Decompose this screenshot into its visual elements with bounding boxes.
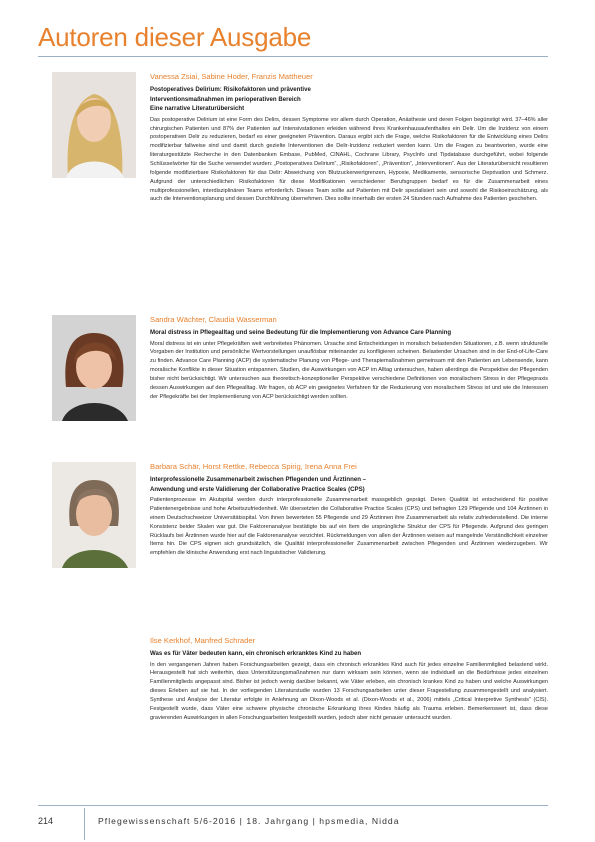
- article-title: [150, 475, 548, 494]
- article-title-line: Moral distress in Pflegealltag und seine Bedeutung für die Implementierung von Advance Care Planning: [150, 329, 452, 336]
- author-photo-1: [52, 72, 136, 178]
- article-title-line: Postoperatives Delirium: Risikofaktoren und präventive: [150, 86, 311, 93]
- article-authors: Sandra Wächter, Claudia Wasserman: [150, 315, 277, 324]
- article-entry-3: [150, 462, 548, 558]
- article-title-line: Interventionsmaßnahmen im perioperativen Bereich: [150, 95, 301, 103]
- article-abstract: Das postoperative Delirium ist eine Form des Delirs, dessen Symptome vor allem durch Operation, Anästhesie und deren Folgen begünstigt wird. 37–46% aller chirurgischen Patienten und 87% der Patienten auf Intensivstationen erleiden während ihres Krankenhausaufenthaltes ein Delir. Um die Inzidenz von einem postoperativen Delir zu reduzieren, bedarf es einer geeigneten Prävention. Daraus ergibt sich die Frage, welche Risikofaktoren für die Entwicklung eines Delirs modifizierbar fallweise sind und damit durch gezielte Interventionen die Delir-Inzidenz reduziert werden kann. Um die Fragen zu beantworten, wurde eine literaturgestützte Recherche in den Datenbanken Embase, PubMed, CINAHL, Cochrane Library, PsycInfo und Tipdatabase durchgeführt, wobei folgende Schlüsselwörter für die Suche verwendet wurden: „Postoperatives Delirium“, „Risikofaktoren“, „Prävention“, „Interventionen“. Aus der Literaturübersicht resultieren folgende modifizierbare Risikofaktoren für das Delir: Abweichung von Blutzuckerwertgrenzen, Hypoxie, Medikamente, sensorische Deprivation und Schmerz. Aufgrund der unterschiedlichen Risikofaktoren für diese Modifikationen verschiedener Berufsgruppen bedarf es für die Zusammenarbeit eines multiprofessionellen, interdisziplinären Teams erforderlich. Dieses Team sollte auf Patienten mit Delir spezialisiert sein und sowohl die Risikoeinschätzung, als auch die Interventionsplanung und dessen Durchführung übernehmen. Dies sollte innerhalb der ersten 24 Stunden nach Aufnahme des Patienten geschehen.: [150, 116, 548, 203]
- article-entry-2: [150, 315, 548, 402]
- article-title-line: Interprofessionelle Zusammenarbeit zwischen Pflegenden und Ärztinnen –: [150, 476, 367, 483]
- article-title-line: Anwendung und erste Validierung der Collaborative Practice Scales (CPS): [150, 485, 365, 493]
- article-authors: Vanessa Zsiai, Sabine Hoder, Franzis Mattheuer: [150, 72, 313, 81]
- article-title: [150, 85, 548, 114]
- article-title-line: Was es für Väter bedeuten kann, ein chronisch erkranktes Kind zu haben: [150, 650, 362, 657]
- footer-divider: [38, 805, 548, 806]
- article-title: [150, 649, 548, 659]
- article-abstract: Moral distress ist ein unter Pflegekräften weit verbreitetes Phänomen. Ursache sind Entscheidungen in moralisch belastenden Situationen, z.B. wenn strukturelle Vorgaben der Institution und persönliche Wertvorstellungen unauflösbar miteinander zu konfligieren scheinen. Belastender Ursachen sind in der End-of-Life-Care zu finden. Advance Care Planning (ACP) die systematische Planung von Pflege- und Therapiemaßnahmen gemeinsam mit den Patienten am Lebensende, kann moralische Konflikte in dieser Situation entspannen. Studien, die Auswirkungen von ACP im Alltag untersuchen, haben allerdings die Perspektive der Pflegenden bisher nicht berücksichtigt. Wir untersuchen aus theoretisch-konzeptioneller Perspektive verschiedene Definitionen von moralischem Stress in der Pflegepraxis dessen Auswirkungen auf den Pflegealltag. Wir fragen, ob ACP ein geeignetes Verfahren für die Reduzierung von moralischem Stress ist und wie die Interessen der Pflegekräfte bei der Implementierung von ACP berücksichtigt werden sollten.: [150, 340, 548, 400]
- article-title-line: Eine narrative Literaturübersicht: [150, 105, 245, 113]
- article-authors: Ilse Kerkhof, Manfred Schrader: [150, 636, 256, 645]
- article-abstract: Patientenprozesse im Akutspital werden durch interprofessionelle Zusammenarbeit massgeblich geprägt. Deren Qualität ist entscheidend für positive Patientenergebnisse und hohe Arbeitszufriedenheit. Wir übersetzten die Collaborative Practice Scales (CPS) und befragten 129 Pflegende und 104 Ärztinnen in einem Deutschschweizer Universitätsspital. Von ihnen bewerteten 55 Pflegende und 29 Ärztinnen ihre Zusammenarbeit als relativ zufriedenstellend. Die interne Konsistenz beider Skalen war gut. Die Faktorenanalyse bestätigte bis auf ein Item die ursprüngliche Struktur der CPS für Pflegende. Aufgrund des geringen Rücklaufs bei Ärztinnen wurde hier auf die Faktorenanalyse verzichtet. Rückmeldungen von allen der Ärztinnen weisen auf mangelnde Verständlichkeit einzelner Items hin. Die CPS eignen sich grundsätzlich, die Qualität interprofessioneller Zusammenarbeit zwischen Pflegenden und Ärztinnen wiederzugeben. Wir empfehlen die klinische Anwendung erst nach linguistischer Validierung.: [150, 497, 548, 557]
- footer-vertical-divider: [84, 808, 85, 840]
- article-entry-4: [150, 636, 548, 723]
- article-abstract: In den vergangenen Jahren haben Forschungsarbeiten gezeigt, dass ein chronisch erkranktes Kind auch für jedes einzelne Familienmitglied belastend wirkt. Herausgestellt hat sich weiterhin, dass Unterstützungsmaßnahmen nur dann wirksam sein können, wenn sie individuell an die Bedürfnisse jedes einzelnen Familienmitglieds angepasst sind. Bisher ist jedoch wenig darüber bekannt, wie Väter erleben, ein chronisch krankes Kind zu haben und welche Auswirkungen dieses Erleben auf sie hat. In der vorliegenden Literaturstudie wurden 13 Forschungsarbeiten unter dieser Fragestellung zusammengestellt und analysiert. Synthese und Analyse der Literatur erfolgte in Anlehnung an Dixon-Woods et al. (Dixon-Woods et al., 2006) mittels „Critical Interpretive Synthesis“ (CIS). Festgestellt wurde, dass Väter eine schwere physische chronische Erkrankung ihres Kindes häufig als Trauma erleben. Bemerkenswert ist, dass diese gravierenden Auswirkungen in allen Forschungsarbeiten festgestellt wurden, jedoch aber nicht genauer untersucht wurden.: [150, 661, 548, 721]
- page-number: 214: [38, 816, 54, 826]
- page-title: Autoren dieser Ausgabe: [38, 22, 312, 52]
- journal-footer: Pflegewissenschaft 5/6-2016 | 18. Jahrgang | hpsmedia, Nidda: [98, 816, 400, 826]
- article-title: [150, 328, 548, 338]
- author-photo-2: [52, 315, 136, 421]
- author-photo-3: [52, 462, 136, 568]
- article-entry-1: [150, 72, 548, 204]
- title-divider: [38, 56, 548, 57]
- article-authors: Barbara Schär, Horst Rettke, Rebecca Spirig, Irena Anna Frei: [150, 462, 357, 471]
